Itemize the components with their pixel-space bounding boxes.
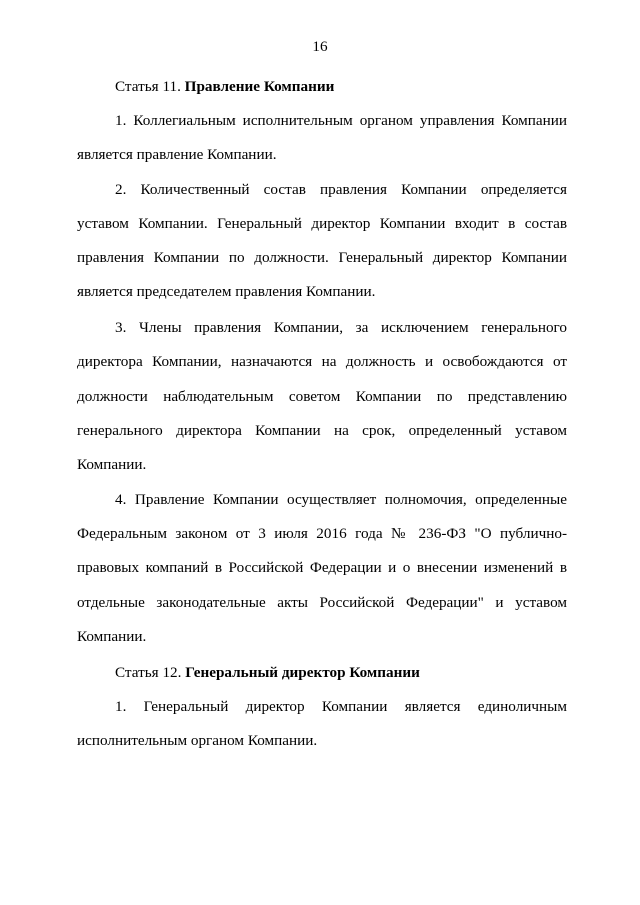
article-heading	[115, 77, 567, 97]
page-number: 16	[312, 38, 328, 55]
paragraph-line: Компании.	[77, 456, 147, 473]
paragraph-line: правления Компании по должности. Генеральный директор Компании	[77, 249, 567, 266]
paragraph-line: 2. Количественный состав правления Компании определяется	[115, 181, 567, 198]
paragraph-line: правовых компаний в Российской Федерации и о внесении изменений в	[77, 559, 567, 576]
article-heading	[115, 663, 567, 683]
paragraph-line: Компании.	[77, 628, 147, 645]
article-number-label: Статья 11.	[115, 78, 181, 95]
paragraph-line: является председателем правления Компании.	[77, 283, 376, 300]
paragraph-line: Федеральным законом от 3 июля 2016 года № 236-ФЗ "О публично-	[77, 525, 567, 542]
paragraph-line: исполнительным органом Компании.	[77, 732, 318, 749]
paragraph-line: является правление Компании.	[77, 146, 277, 163]
paragraph-line: должности наблюдательным советом Компании по представлению	[77, 388, 567, 405]
article-number-label: Статья 12.	[115, 664, 182, 681]
article-title: Генеральный директор Компании	[185, 664, 420, 681]
article-title: Правление Компании	[184, 78, 335, 95]
paragraph-line: 3. Члены правления Компании, за исключением генерального	[115, 319, 567, 336]
paragraph-line: 1. Коллегиальным исполнительным органом управления Компании	[115, 112, 567, 129]
paragraph-line: генерального директора Компании на срок, определенный уставом	[77, 422, 567, 439]
paragraph-line: 4. Правление Компании осуществляет полномочия, определенные	[115, 491, 567, 508]
paragraph-line: директора Компании, назначаются на должность и освобождаются от	[77, 353, 567, 370]
paragraph-line: уставом Компании. Генеральный директор Компании входит в состав	[77, 215, 567, 232]
paragraph-line: отдельные законодательные акты Российской Федерации" и уставом	[77, 594, 567, 611]
paragraph-line: 1. Генеральный директор Компании является единоличным	[115, 698, 567, 715]
